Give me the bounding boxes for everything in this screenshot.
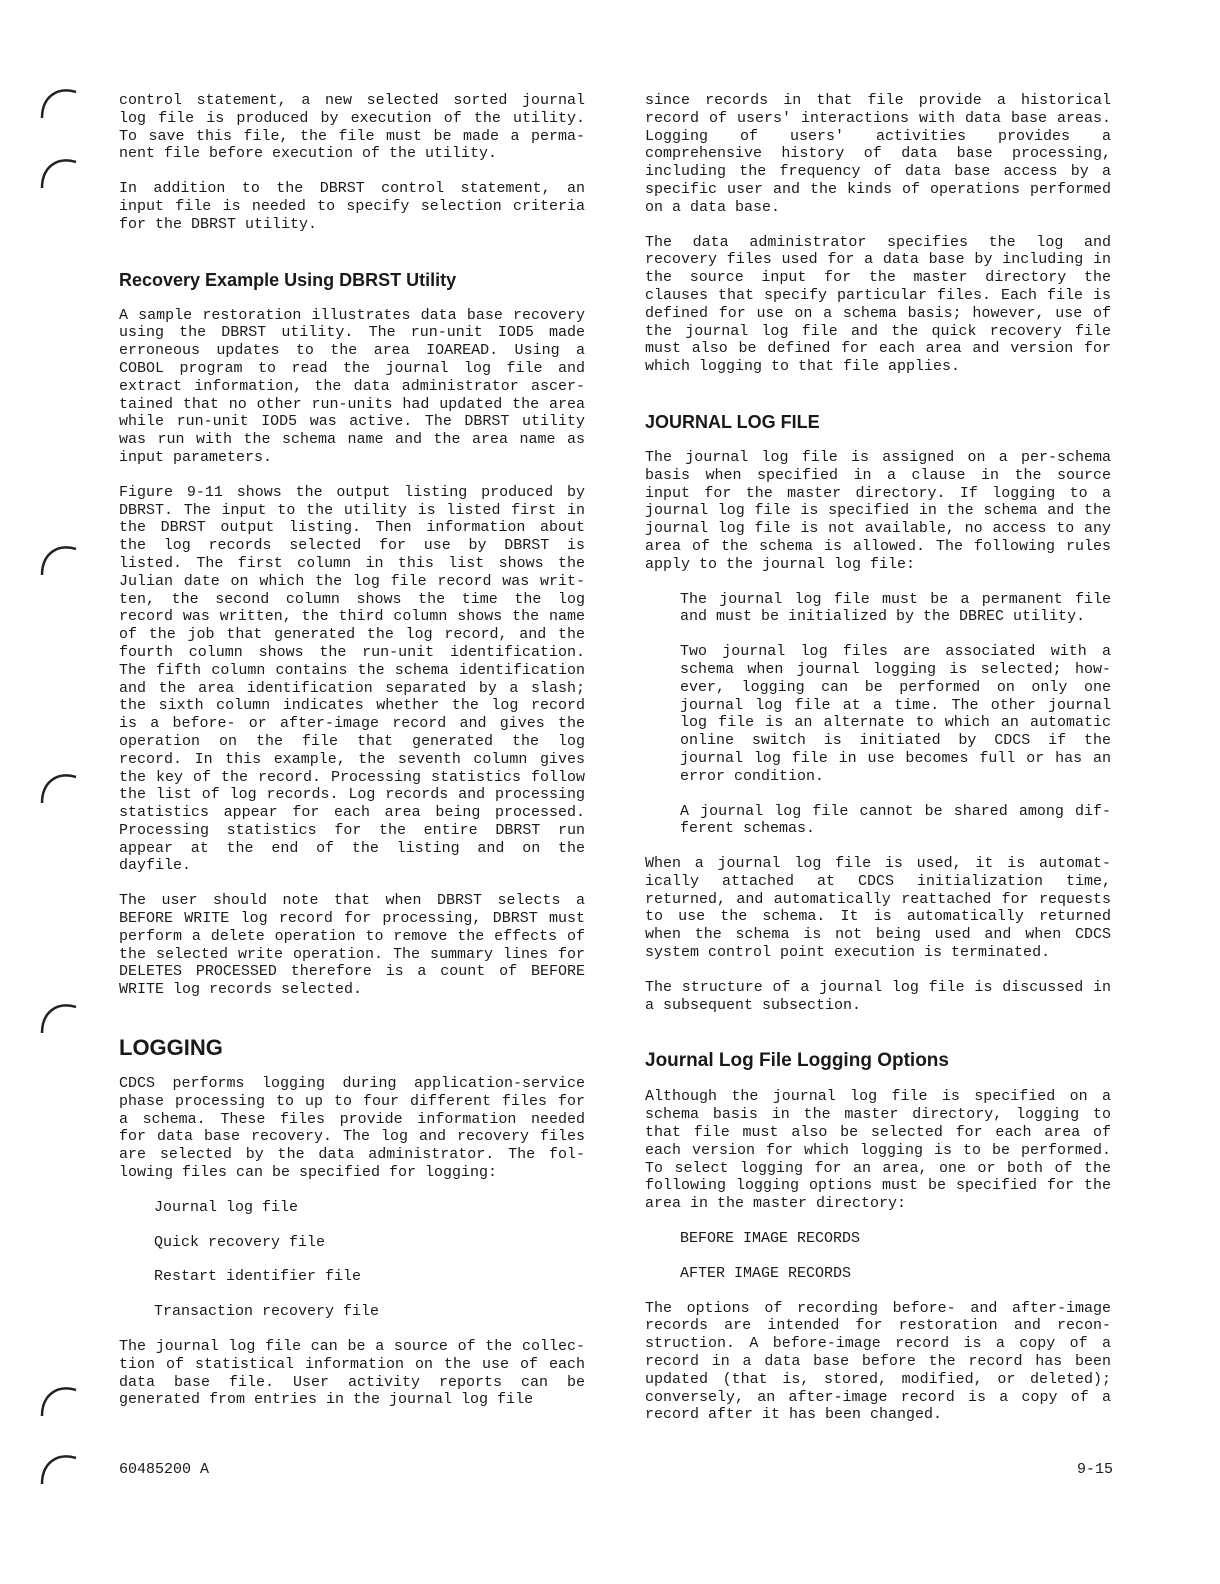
logging-option-item: BEFORE IMAGE RECORDS	[680, 1230, 861, 1248]
paragraph: The user should note that when DBRST selects a BEFORE WRITE log record for processing, DBRST must perform a delete operation to remove the effects of the selected write operation. The summary lines for DELETES PROCESSED therefore is a count of BEFORE WRITE log records selected.	[119, 892, 585, 999]
paragraph: Figure 9-11 shows the output listing produced by DBRST. The input to the utility is listed first in the DBRST output listing. Then information about the log records selected for use by DBRST is listed. The first column in this list shows the Julian date on which the log file record was writ-ten, the second column shows the time the log record was written, the third column shows the name of the job that generated the log record, and the fourth column shows the run-unit identification. The fifth column contains the schema identification and the area identification separated by a slash; the sixth column indicates whether the log record is a before- or after-image record and gives the operation on the file that generated the log record. In this example, the seventh column gives the key of the record. Processing statistics follow the list of log records. Log records and processing statistics appear for each area being processed. Processing statistics for the entire DBRST run appear at the end of the listing and on the dayfile.	[119, 483, 585, 875]
punch-hole-mark	[36, 537, 80, 581]
paragraph: The journal log file is assigned on a per-schema basis when specified in a clause in the source input for the master directory. If logging to a journal log file is specified in the schema and the journal log file is not available, no access to any area of the schema is allowed. The following rules apply to the journal log file:	[645, 448, 1111, 573]
punch-hole-mark	[36, 995, 80, 1039]
log-file-item: Transaction recovery file	[154, 1303, 380, 1321]
paragraph: In addition to the DBRST control statement, an input file is needed to specify selection criteria for the DBRST utility.	[119, 180, 585, 233]
right-column	[645, 92, 1111, 1441]
left-column	[119, 92, 585, 1426]
paragraph: When a journal log file is used, it is automat-ically attached at CDCS initialization time, returned, and automatically reattached for requests to use the schema. It is automatically returned when the schema is not being used and when CDCS system control point execution is terminated.	[645, 855, 1111, 962]
page-number: 9-15	[1076, 1461, 1113, 1478]
punch-hole-mark	[36, 765, 80, 809]
punch-hole-mark	[36, 150, 80, 194]
log-file-item: Quick recovery file	[154, 1233, 326, 1251]
paragraph: A sample restoration illustrates data base recovery using the DBRST utility. The run-unit IOD5 made erroneous updates to the area IOAREAD. Using a COBOL program to read the journal log file and extract information, the data administrator ascer-tained that no other run-units had updated the area while run-unit IOD5 was active. The DBRST utility was run with the schema name and the area name as input parameters.	[119, 306, 585, 466]
paragraph: control statement, a new selected sorted journal log file is produced by execution of the utility. To save this file, the file must be made a perma-nent file before execution of the utility.	[119, 92, 585, 163]
paragraph: The structure of a journal log file is discussed in a subsequent subsection.	[645, 978, 1111, 1014]
punch-hole-mark	[36, 1446, 80, 1490]
section-heading-journal-log-file: JOURNAL LOG FILE	[645, 411, 820, 432]
paragraph: Although the journal log file is specified on a schema basis in the master directory, logging to that file must also be selected for each area of each version for which logging is to be performed. To select logging for an area, one or both of the following logging options must be specified for the area in the master directory:	[645, 1088, 1111, 1213]
paragraph: since records in that file provide a historical record of users' interactions with data base areas. Logging of users' activities provides a comprehensive history of data base processing, including the frequency of data base access by a specific user and the kinds of operations performed on a data base.	[645, 92, 1111, 216]
rule-item: The journal log file must be a permanent file and must be initialized by the DBREC utility.	[680, 590, 1111, 626]
log-file-item: Restart identifier file	[154, 1268, 362, 1286]
punch-hole-mark	[36, 1378, 80, 1422]
section-heading-logging-options: Journal Log File Logging Options	[645, 1050, 949, 1072]
paragraph: The data administrator specifies the log and recovery files used for a data base by including in the source input for the master directory the clauses that specify particular files. Each file is defined for use on a schema basis; however, use of the journal log file and the quick recovery file must also be defined for each area and version for which logging to that file applies.	[645, 233, 1111, 376]
logging-option-item: AFTER IMAGE RECORDS	[680, 1264, 852, 1282]
paragraph: The journal log file can be a source of the collec-tion of statistical information on the use of each data base file. User activity reports can be generated from entries in the journal log file	[119, 1338, 585, 1409]
section-heading-recovery-example: Recovery Example Using DBRST Utility	[119, 269, 457, 290]
punch-hole-mark	[36, 80, 80, 124]
log-file-item: Journal log file	[154, 1198, 299, 1216]
section-heading-logging: LOGGING	[119, 1035, 223, 1061]
rule-item: Two journal log files are associated with a schema when journal logging is selected; how-ever, logging can be performed on only one journal log file at a time. The other journal log file is an alternate to which an automatic online switch is initiated by CDCS if the journal log file in use becomes full or has an error condition.	[680, 643, 1111, 785]
rule-item: A journal log file cannot be shared among dif-ferent schemas.	[680, 802, 1111, 838]
document-number: 60485200 A	[119, 1461, 210, 1478]
paragraph: CDCS performs logging during application-service phase processing to up to four different files for a schema. These files provide information needed for data base recovery. The log and recovery files are selected by the data administrator. The fol-lowing files can be specified for logging:	[119, 1075, 585, 1182]
paragraph: The options of recording before- and after-image records are intended for restoration and recon-struction. A before-image record is a copy of a record in a data base before the record has been updated (that is, stored, modified, or deleted); conversely, an after-image record is a copy of a record after it has been changed.	[645, 1299, 1111, 1424]
